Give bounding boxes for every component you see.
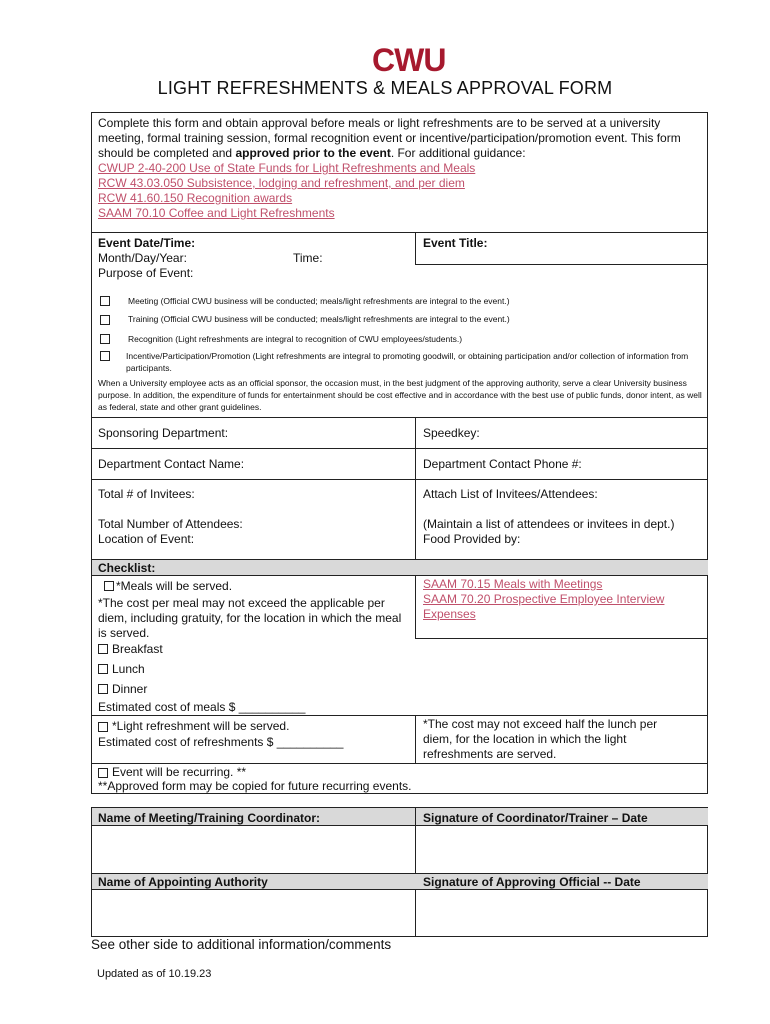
invitees-label: Total # of Invitees: bbox=[98, 487, 195, 501]
purpose-incentive: Incentive/Participation/Promotion (Light refreshments are integral to promoting goodwill, or obtaining participation and/or collection of information from participants. bbox=[126, 351, 689, 373]
light-row-top-line bbox=[92, 715, 708, 716]
event-title-underline bbox=[415, 264, 708, 265]
light-divider bbox=[415, 715, 416, 763]
recognition-checkbox[interactable] bbox=[100, 334, 110, 344]
food-provided-label: Food Provided by: bbox=[423, 532, 521, 546]
sponsoring-department-label: Sponsoring Department: bbox=[98, 426, 229, 440]
meals-served-label: *Meals will be served. bbox=[116, 579, 233, 593]
intro-text-end: . For additional guidance: bbox=[390, 146, 526, 160]
details-row-line-1 bbox=[92, 448, 708, 449]
signatures-box bbox=[91, 807, 708, 937]
time-label: Time: bbox=[293, 251, 323, 265]
dinner-label: Dinner bbox=[112, 682, 148, 696]
light-refreshment-label: *Light refreshment will be served. bbox=[112, 719, 290, 733]
details-row-line-2 bbox=[92, 479, 708, 480]
intro-text bbox=[98, 116, 698, 161]
purpose-meeting: Meeting (Official CWU business will be conducted; meals/light refreshments are integral to the event.) bbox=[128, 296, 510, 306]
purpose-label: Purpose of Event: bbox=[98, 266, 194, 280]
month-day-year-label: Month/Day/Year: bbox=[98, 251, 187, 265]
lunch-checkbox[interactable] bbox=[98, 664, 108, 674]
link-saam-70-15[interactable]: SAAM 70.15 Meals with Meetings bbox=[423, 577, 603, 591]
intro-bold-text: approved prior to the event bbox=[235, 146, 391, 160]
event-box bbox=[91, 232, 708, 418]
speedkey-label: Speedkey: bbox=[423, 426, 480, 440]
recurring-label: Event will be recurring. ** bbox=[112, 765, 247, 779]
meals-link-underline bbox=[415, 638, 708, 639]
authority-name-label: Name of Appointing Authority bbox=[98, 875, 268, 889]
checklist-header-line bbox=[92, 575, 708, 576]
meals-cost-note: *The cost per meal may not exceed the applicable per diem, including gratuity, for the location in which the meal is served. bbox=[98, 596, 402, 640]
event-title-label: Event Title: bbox=[423, 236, 488, 250]
meals-checkbox[interactable] bbox=[104, 581, 114, 591]
coordinator-name-label: Name of Meeting/Training Coordinator: bbox=[98, 811, 321, 825]
location-label: Location of Event: bbox=[98, 532, 195, 546]
link-rcw-43[interactable]: RCW 43.03.050 Subsistence, lodging and refreshment, and per diem bbox=[98, 176, 465, 190]
maintain-list-note: (Maintain a list of attendees or invitees in dept.) bbox=[423, 517, 675, 531]
breakfast-label: Breakfast bbox=[112, 642, 163, 656]
cwu-logo bbox=[372, 42, 462, 78]
light-row-bottom-line bbox=[92, 763, 708, 764]
attendees-label: Total Number of Attendees: bbox=[98, 517, 243, 531]
recurring-checkbox[interactable] bbox=[98, 768, 108, 778]
updated-date: Updated as of 10.19.23 bbox=[97, 968, 212, 980]
link-rcw-41[interactable]: RCW 41.60.150 Recognition awards bbox=[98, 191, 293, 205]
coordinator-signature-label: Signature of Coordinator/Trainer – Date bbox=[423, 811, 648, 825]
breakfast-checkbox[interactable] bbox=[98, 644, 108, 654]
recurring-note: **Approved form may be copied for future recurring events. bbox=[98, 779, 412, 793]
light-refreshment-checkbox[interactable] bbox=[98, 722, 108, 732]
link-cwup[interactable]: CWUP 2-40-200 Use of State Funds for Light Refreshments and Meals bbox=[98, 161, 476, 175]
details-box bbox=[91, 417, 708, 560]
training-checkbox[interactable] bbox=[100, 315, 110, 325]
event-date-label: Event Date/Time: bbox=[98, 236, 196, 250]
purpose-training: Training (Official CWU business will be conducted; meals/light refreshments are integral to the event.) bbox=[128, 314, 510, 324]
approver-signature-label: Signature of Approving Official -- Date bbox=[423, 875, 641, 889]
checklist-header-bg bbox=[92, 560, 708, 575]
intro-box bbox=[91, 112, 708, 233]
contact-name-label: Department Contact Name: bbox=[98, 457, 245, 471]
contact-phone-label: Department Contact Phone #: bbox=[423, 457, 582, 471]
logo-text: CWU bbox=[372, 42, 446, 78]
link-saam-70-20[interactable]: SAAM 70.20 Prospective Employee Interview Expenses bbox=[423, 592, 665, 621]
event-divider bbox=[415, 233, 416, 264]
intro-text-start: Complete this form and obtain approval before meals or light refreshments are to be served at a university meeting, formal training session, formal recognition event or incentive/participation/promotion event. This form should be completed and bbox=[98, 116, 681, 160]
link-saam-70-10[interactable]: SAAM 70.10 Coffee and Light Refreshments bbox=[98, 206, 335, 220]
estimated-meals-cost: Estimated cost of meals $ __________ bbox=[98, 700, 306, 714]
dinner-checkbox[interactable] bbox=[98, 684, 108, 694]
checklist-box bbox=[91, 559, 708, 794]
page-title: LIGHT REFRESHMENTS & MEALS APPROVAL FORM bbox=[157, 78, 613, 98]
light-cost-note: *The cost may not exceed half the lunch per diem, for the location in which the light refreshments are served. bbox=[423, 717, 658, 761]
purpose-recognition: Recognition (Light refreshments are integral to recognition of CWU employees/students.) bbox=[128, 334, 463, 344]
attach-list-label: Attach List of Invitees/Attendees: bbox=[423, 487, 598, 501]
checklist-header: Checklist: bbox=[98, 561, 156, 575]
lunch-label: Lunch bbox=[112, 662, 145, 676]
meals-divider bbox=[415, 575, 416, 638]
estimated-refreshment-cost: Estimated cost of refreshments $ __________ bbox=[98, 735, 344, 749]
details-divider bbox=[415, 418, 416, 560]
sponsor-note: When a University employee acts as an official sponsor, the occasion must, in the best judgment of the approving authority, serve a clear University business purpose. In addition, the expenditure of funds for entertainment should be cost effective and in accordance with the best use of public funds, donor intent, as well as federal, state and other grant guidelines. bbox=[98, 378, 702, 412]
meeting-checkbox[interactable] bbox=[100, 296, 110, 306]
incentive-checkbox[interactable] bbox=[100, 351, 110, 361]
other-side-note: See other side to additional information/comments bbox=[91, 937, 392, 952]
